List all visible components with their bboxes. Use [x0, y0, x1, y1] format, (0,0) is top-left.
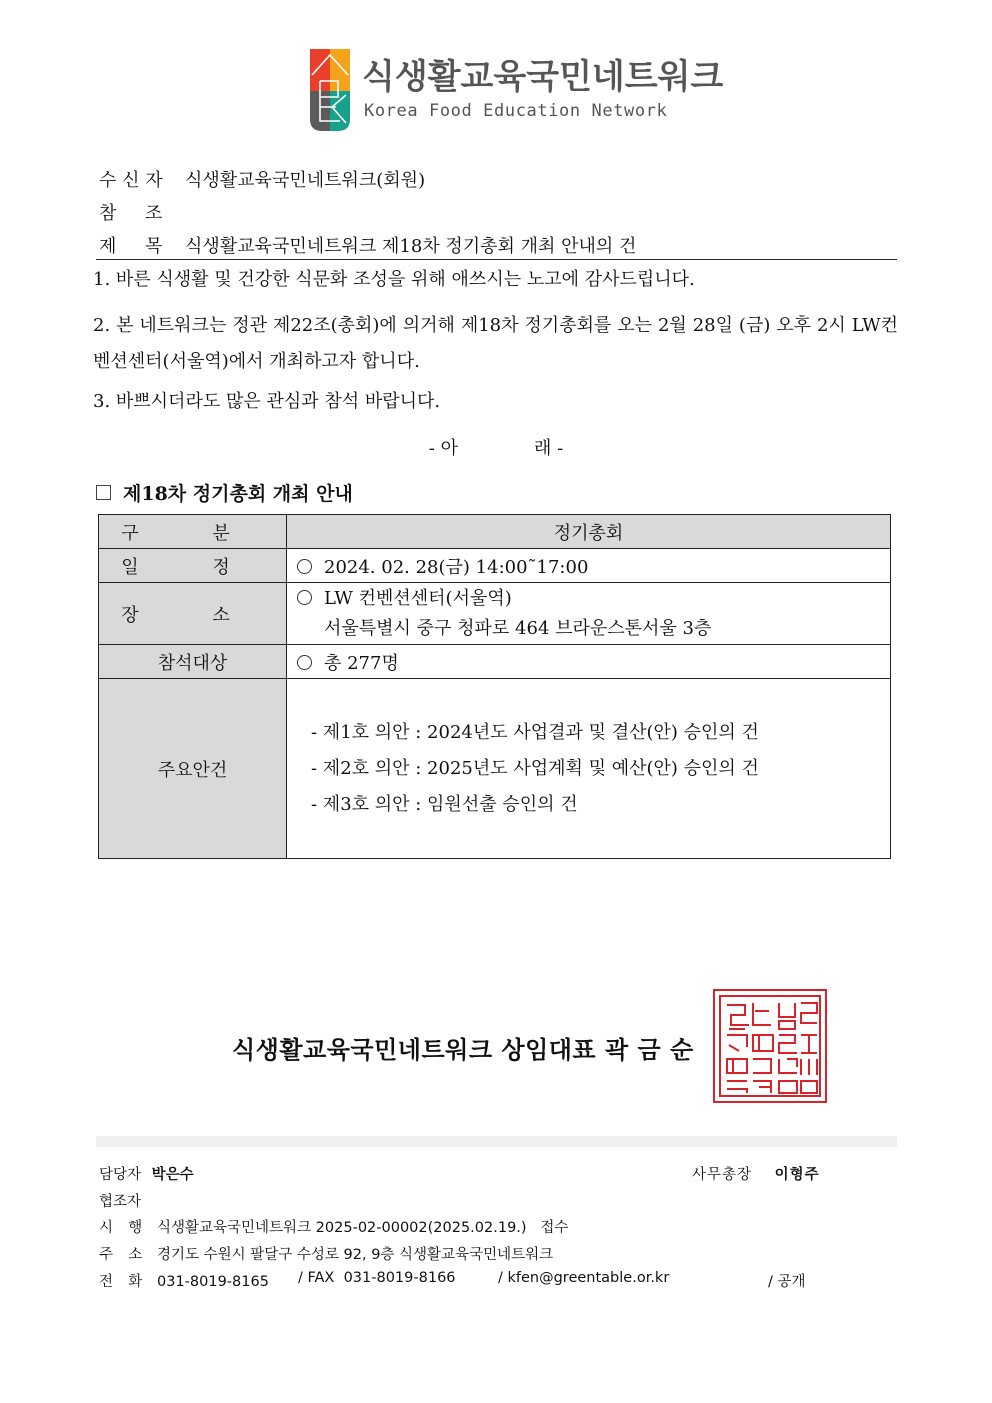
signature-line: 식생활교육국민네트워크 상임대표 곽 금 순 — [232, 1036, 694, 1064]
logo-mark-icon — [310, 49, 350, 131]
footer-enforce-row — [99, 1216, 568, 1237]
circle-bullet-icon — [297, 590, 312, 605]
reference-row — [99, 199, 185, 225]
agenda-value-cell — [287, 679, 891, 859]
attendees-value: 총 277명 — [324, 652, 399, 674]
footer-manager-row — [99, 1163, 194, 1184]
circle-bullet-icon — [297, 655, 312, 670]
paragraph-3: 3. 바쁘시더라도 많은 관심과 참석 바랍니다. — [93, 391, 441, 412]
manager-name: 박은수 — [151, 1167, 194, 1183]
reference-label: 참 조 — [99, 203, 163, 224]
subject-value: 식생활교육국민네트워크 제18차 정기총회 개최 안내의 건 — [185, 236, 637, 257]
schedule-value-cell — [287, 549, 891, 583]
paragraph-2: 2. 본 네트워크는 정관 제22조(총회)에 의거해 제18차 정기총회를 오는 2월 28일 (금) 오후 2시 LW컨벤션센터(서울역)에서 개최하고자 합니다. — [93, 315, 898, 372]
attendees-label: 참석대상 — [99, 645, 287, 679]
recipient-value: 식생활교육국민네트워크(회원) — [185, 170, 426, 191]
schedule-value: 2024. 02. 28(금) 14:00˜17:00 — [324, 556, 589, 578]
footer-address-row — [99, 1243, 553, 1264]
agenda-list — [297, 715, 880, 823]
section-title — [96, 479, 353, 506]
organization-logo — [310, 49, 724, 131]
schedule-label: 일 정 — [99, 549, 287, 583]
phone-label: 전 화 — [99, 1274, 145, 1290]
manager-label: 담당자 — [99, 1167, 142, 1183]
below-note — [0, 434, 992, 460]
recipient-label: 수 신 자 — [99, 170, 163, 191]
venue-value-cell — [287, 583, 891, 645]
section-title-text: 제18차 정기총회 개최 안내 — [123, 483, 353, 505]
table-row-venue — [99, 583, 891, 645]
checkbox-icon — [96, 485, 111, 500]
address-value: 경기도 수원시 팔달구 수성로 92, 9층 식생활교육국민네트워크 — [157, 1247, 554, 1263]
table-row-schedule — [99, 549, 891, 583]
below-note-right: 래 - — [534, 438, 564, 459]
email-link[interactable]: / kfen@greentable.or.kr — [498, 1270, 670, 1286]
paragraph-1: 1. 바른 식생활 및 건강한 식문화 조성을 위해 애쓰시는 노고에 감사드립니다. — [93, 269, 695, 290]
table-header-key: 구 분 — [99, 515, 287, 549]
meeting-info-table — [98, 514, 891, 859]
enforce-value: 식생활교육국민네트워크 2025-02-00002(2025.02.19.) 접수 — [157, 1220, 569, 1236]
enforce-label: 시 행 — [99, 1220, 145, 1236]
logo-name-english: Korea Food Education Network — [364, 101, 668, 121]
secretary-label: 사무총장 — [692, 1167, 753, 1183]
footer-divider-bar — [96, 1136, 897, 1147]
subject-label: 제 목 — [99, 236, 163, 257]
agenda-item: - 제2호 의안 : 2025년도 사업계획 및 예산(안) 승인의 건 — [311, 757, 759, 779]
phone-value: 031-8019-8165 — [157, 1274, 269, 1290]
table-row-attendees — [99, 645, 891, 679]
below-note-left: - 아 — [428, 438, 458, 459]
subject-row — [99, 232, 636, 258]
agenda-item: - 제1호 의안 : 2024년도 사업결과 및 결산(안) 승인의 건 — [311, 721, 759, 743]
table-header-row — [99, 515, 891, 549]
footer-contact-row — [99, 1270, 269, 1291]
address-label: 주 소 — [99, 1247, 145, 1263]
disclosure-status: / 공개 — [768, 1274, 806, 1290]
fax-value: / FAX 031-8019-8166 — [298, 1270, 456, 1286]
footer-secretary — [692, 1163, 820, 1184]
venue-value: LW 컨벤션센터(서울역) — [324, 587, 512, 609]
seal-stamp-icon — [715, 991, 825, 1101]
circle-bullet-icon — [297, 559, 312, 574]
venue-label: 장 소 — [99, 583, 287, 645]
venue-address: 서울특별시 중구 청파로 464 브라운스톤서울 3층 — [324, 617, 712, 639]
official-seal — [713, 989, 827, 1103]
table-header-value: 정기총회 — [287, 515, 891, 549]
cooperator-label: 협조자 — [99, 1194, 142, 1210]
logo-name-korean: 식생활교육국민네트워크 — [362, 57, 724, 97]
recipient-row — [99, 166, 425, 192]
secretary-name: 이형주 — [774, 1167, 820, 1183]
footer-cooperator-row — [99, 1190, 141, 1211]
table-row-agenda — [99, 679, 891, 859]
header-divider — [96, 259, 897, 260]
agenda-item: - 제3호 의안 : 임원선출 승인의 건 — [311, 793, 578, 815]
attendees-value-cell — [287, 645, 891, 679]
agenda-label: 주요안건 — [99, 679, 287, 859]
